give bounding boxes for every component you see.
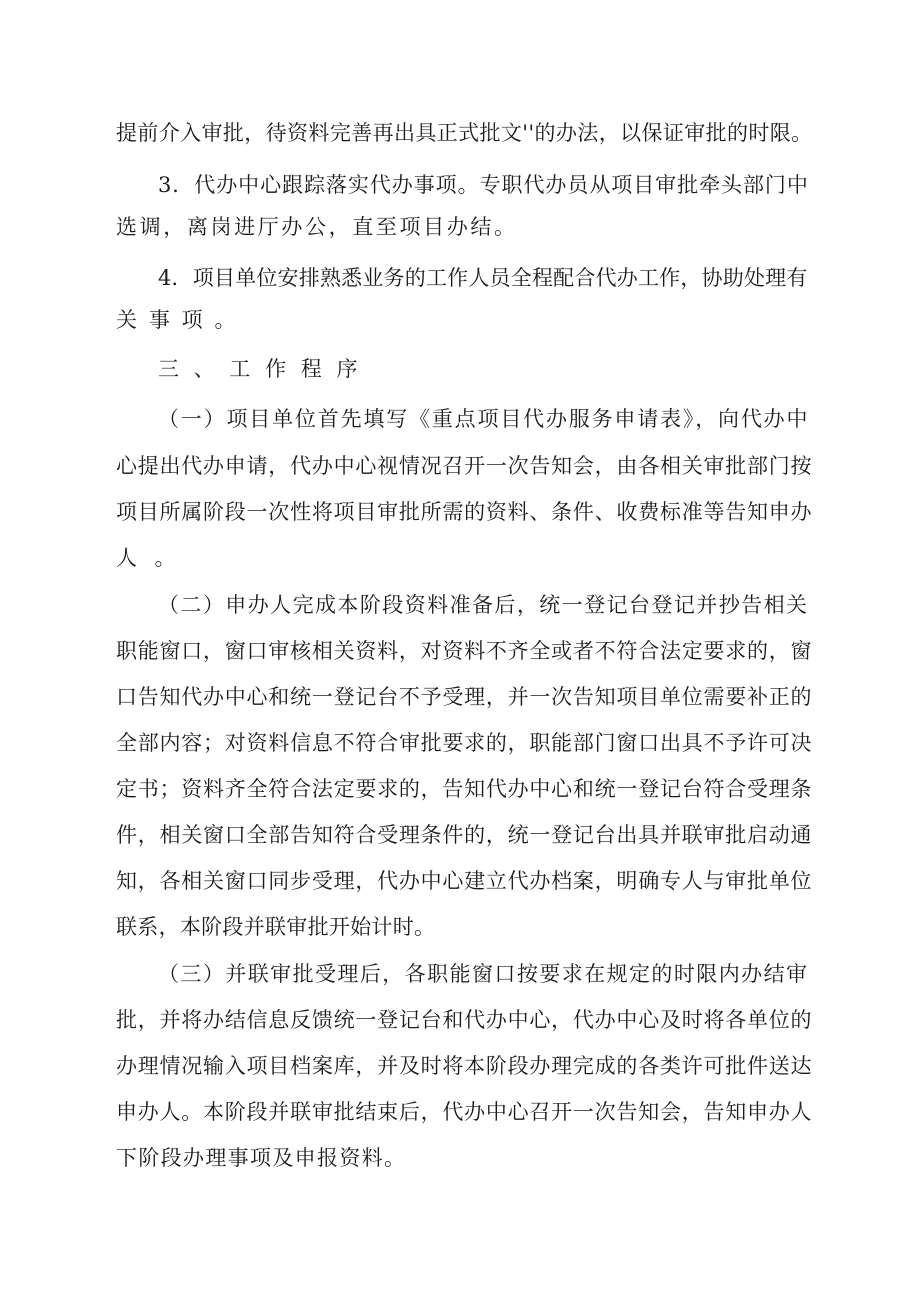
text-line: （一）项目单位首先填写《重点项目代办服务申请表》，向代办中 — [158, 407, 810, 431]
text-line: （三）并联审批受理后，各职能窗口按要求在规定的时限内办结审 — [158, 962, 809, 986]
text-line: 下阶段办理事项及申报资料。 — [116, 1146, 407, 1170]
text-line: 办理情况输入项目档案库，并及时将本阶段办理完成的各类许可批件送达 — [116, 1054, 813, 1078]
text-line: 件，相关窗口全部告知符合受理条件的，统一登记台出具并联审批启动通 — [116, 823, 813, 847]
text-line: 项目所属阶段一次性将项目审批所需的资料、条件、收费标准等告知申办 — [116, 500, 813, 524]
text-line: 人。 — [116, 546, 193, 570]
text-line: 心提出代办申请，代办中心视情况召开一次告知会，由各相关审批部门按 — [116, 454, 813, 478]
text-line: 3．代办中心跟踪落实代办事项。专职代办员从项目审批牵头部门中 — [158, 173, 809, 197]
text-line: 申办人。本阶段并联审批结束后，代办中心召开一次告知会，告知申办人 — [116, 1100, 813, 1124]
text-line: 4．项目单位安排熟悉业务的工作人员全程配合代办工作，协助处理有 — [158, 266, 808, 290]
text-line: 知，各相关窗口同步受理，代办中心建立代办档案，明确专人与审批单位 — [116, 869, 813, 893]
text-line: 职能窗口，窗口审核相关资料，对资料不齐全或者不符合法定要求的，窗 — [116, 639, 813, 663]
text-line: 关事项。 — [116, 308, 248, 332]
text-line: 提前介入审批，待资料完善再出具正式批文''的办法，以保证审批的时限。 — [116, 121, 813, 145]
text-line: 选调，离岗进厅办公，直至项目办结。 — [116, 215, 518, 239]
text-line: （二）申办人完成本阶段资料准备后，统一登记台登记并抄告相关 — [158, 593, 809, 617]
text-line: 全部内容；对资料信息不符合审批要求的，职能部门窗口出具不予许可决 — [116, 731, 813, 755]
section-heading: 三、工作程序 — [158, 357, 373, 381]
text-line: 联系，本阶段并联审批开始计时。 — [116, 915, 436, 939]
text-line: 口告知代办中心和统一登记台不予受理，并一次告知项目单位需要补正的 — [116, 685, 813, 709]
text-line: 定书；资料齐全符合法定要求的，告知代办中心和统一登记台符合受理条 — [116, 777, 813, 801]
text-line: 批，并将办结信息反馈统一登记台和代办中心，代办中心及时将各单位的 — [116, 1008, 813, 1032]
